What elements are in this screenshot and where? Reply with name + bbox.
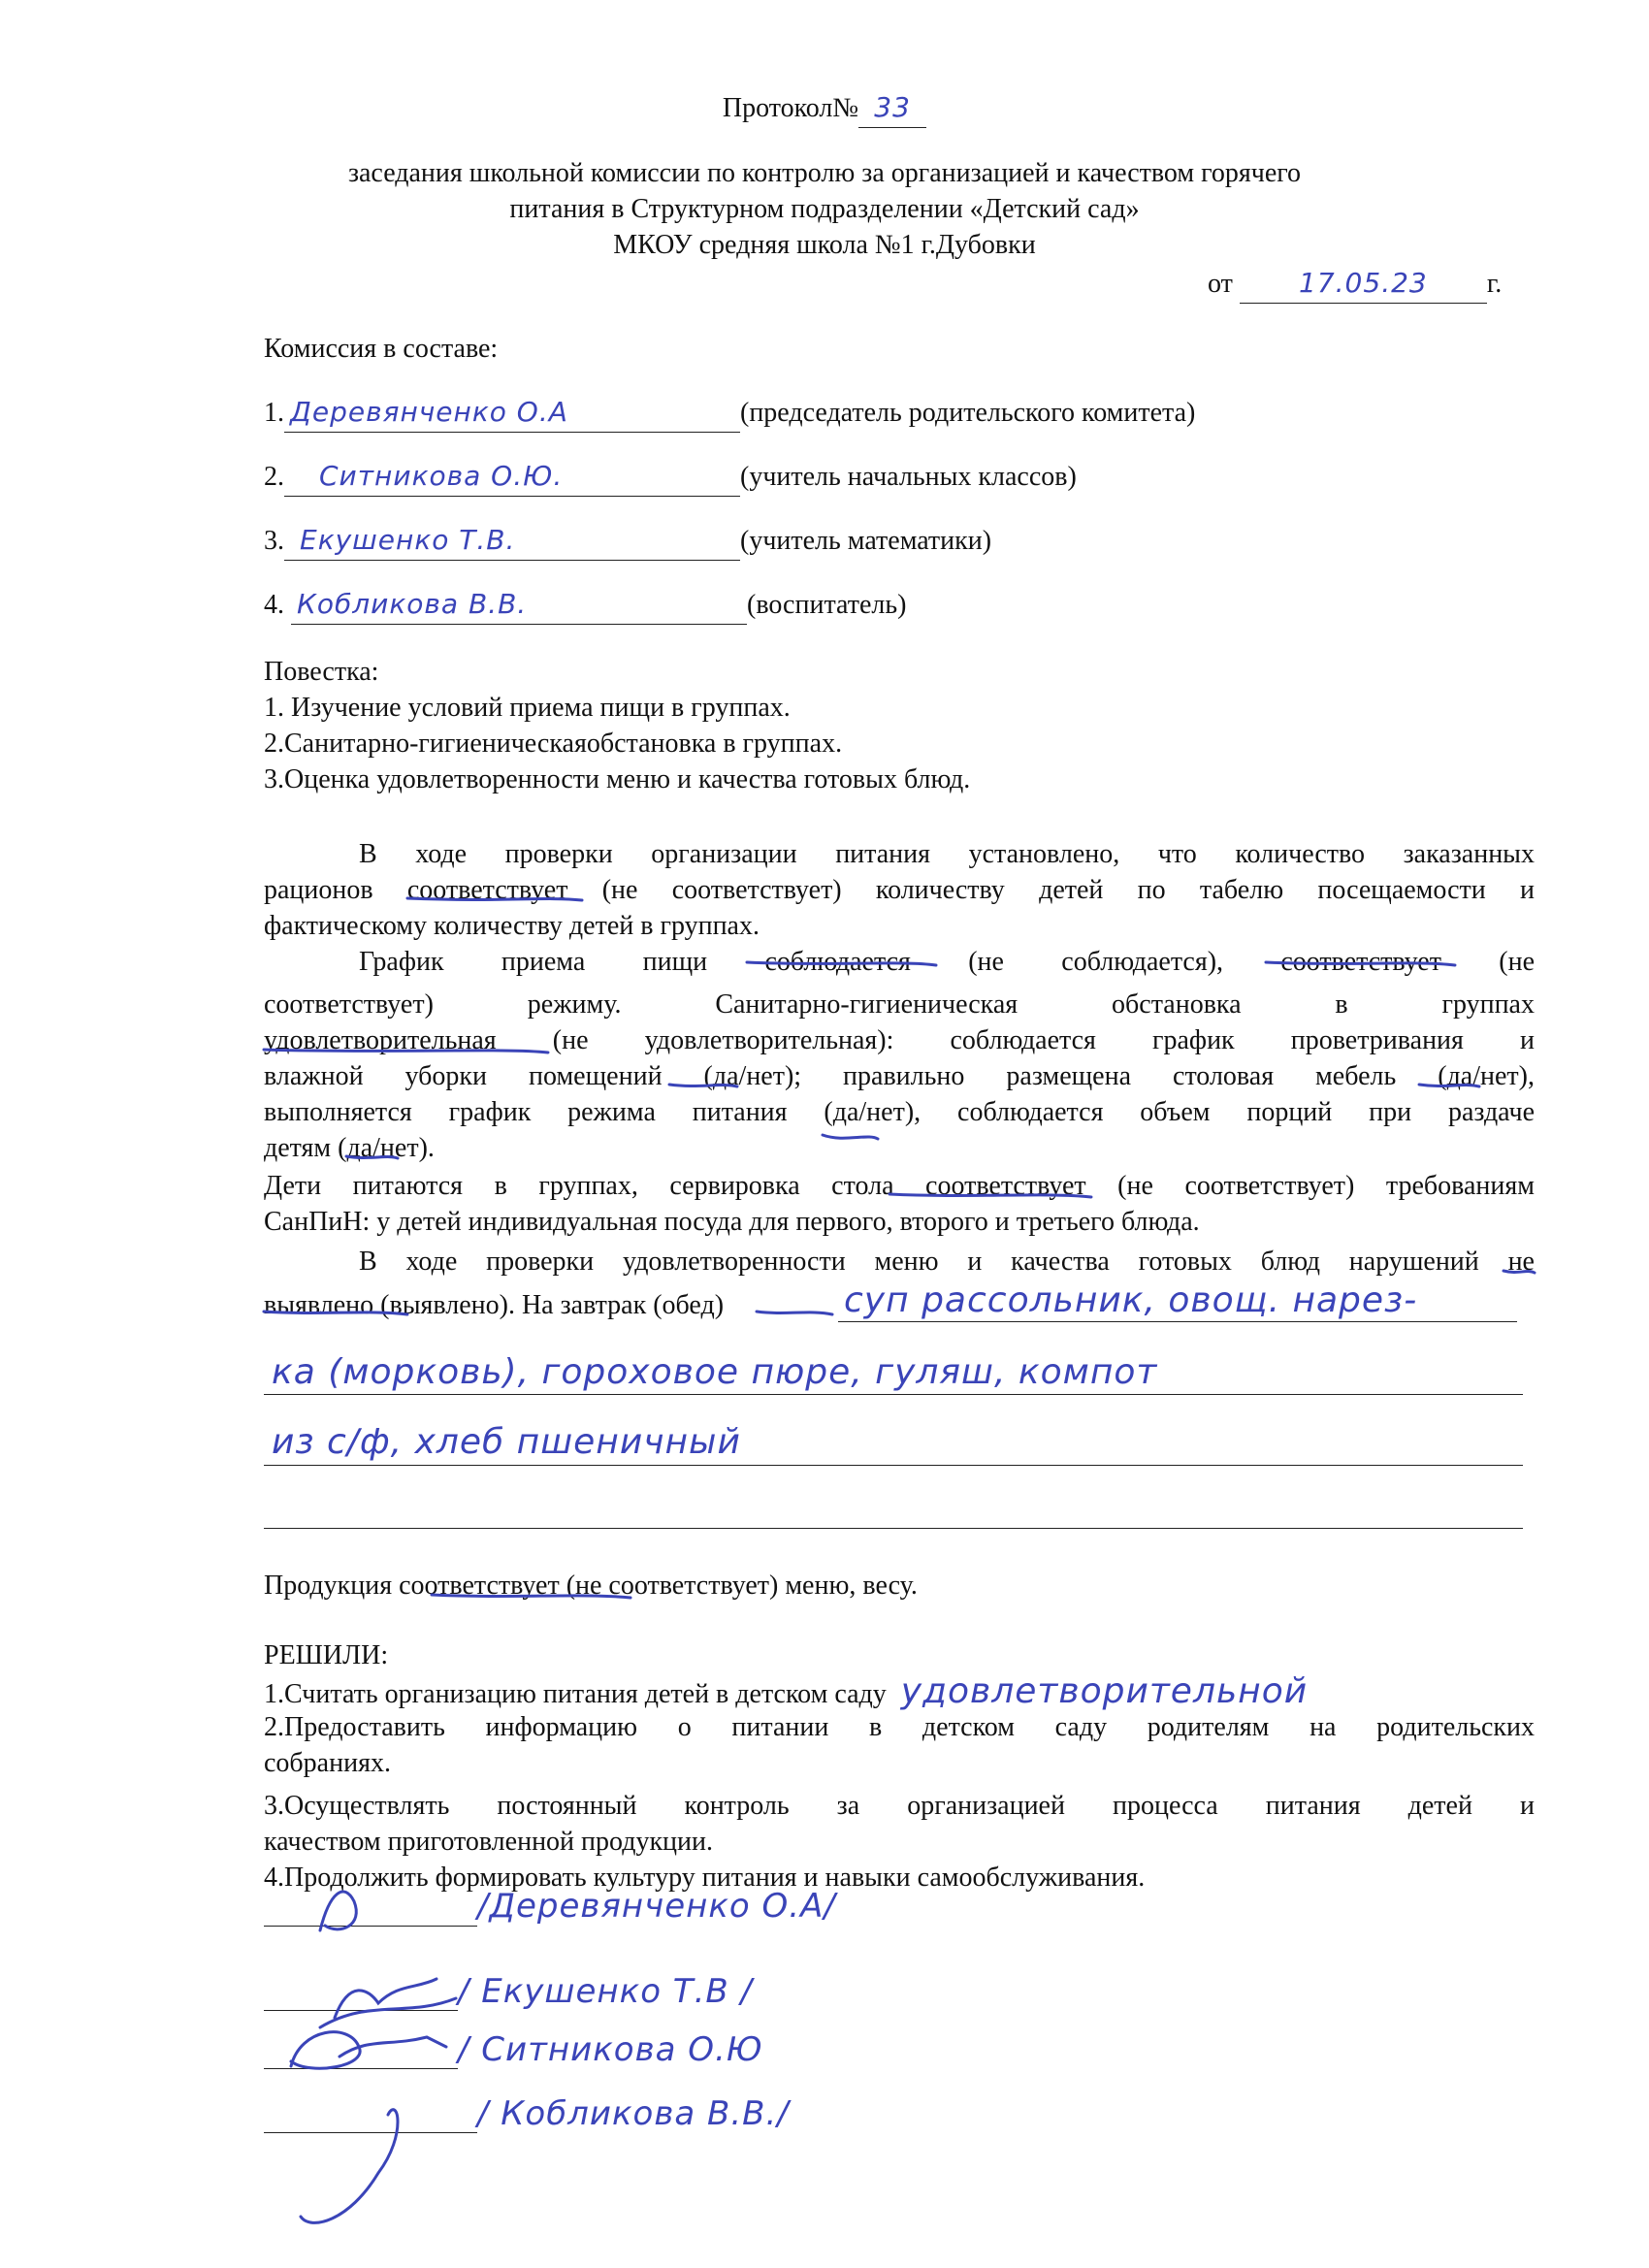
body-p2-line-2: соответствует) режиму. Санитарно-гигиеническая обстановка в группах (264, 989, 1535, 1020)
body-p1-line-3: фактическому количеству детей в группах. (264, 911, 760, 941)
decision-3-line-1: 3.Осуществлять постоянный контроль за организацией процесса питания детей и (264, 1791, 1535, 1821)
signatory-4: / Кобликова В.В./ (477, 2094, 790, 2133)
body-p1-line-2: рационов соответствует (не соответствует) количеству детей по табелю посещаемости и (264, 875, 1535, 905)
title-prefix: Протокол№ (722, 93, 859, 123)
date-value: 17.05.23 (1299, 267, 1428, 299)
signatory-1: /Деревянченко О.А/ (477, 1887, 836, 1926)
member-1: 1. Деревянченко О.А (председатель родительского комитета) (264, 394, 1195, 433)
body-p2-line-3: удовлетворительная (не удовлетворительная): соблюдается график проветривания и (264, 1025, 1535, 1055)
member-role: (учитель математики) (740, 526, 992, 556)
signature-scribble-4 (301, 2110, 398, 2223)
body-p2-line-4: влажной уборки помещений (да/нет); правильно размещена столовая мебель (да/нет), (264, 1061, 1535, 1091)
member-4: 4. Кобликова В.В. (воспитатель) (264, 586, 906, 625)
subtitle-line-3: МКОУ средняя школа №1 г.Дубовки (613, 230, 1036, 260)
body-p2-line-6: детям (да/нет). (264, 1133, 435, 1163)
decision-1-handwritten: удовлетворительной (900, 1671, 1309, 1711)
body-p3-line-2: СанПиН: у детей индивидуальная посуда для первого, второго и третьего блюда. (264, 1207, 1200, 1237)
agenda-item: 3.Оценка удовлетворенности меню и качества готовых блюд. (264, 764, 971, 794)
signatory-3: / Ситникова О.Ю (458, 2030, 763, 2069)
member-name: Екушенко Т.В. (300, 524, 516, 556)
ink-underline (757, 1312, 832, 1314)
signature-scribble-3 (291, 2032, 446, 2069)
ink-underline (823, 1135, 878, 1139)
member-name: Ситникова О.Ю. (319, 460, 564, 492)
ink-underline (1419, 1085, 1479, 1086)
member-role: (председатель родительского комитета) (740, 398, 1196, 428)
body-p4-line-2: выявлено (выявлено). На завтрак (обед) (264, 1290, 725, 1320)
body-p2-line-5: выполняется график режима питания (да/нет), соблюдается объем порций при раздаче (264, 1097, 1535, 1127)
products-line: Продукция соответствует (не соответствует) меню, весу. (264, 1571, 918, 1601)
ink-underline (407, 898, 582, 900)
ink-underline (264, 1050, 548, 1053)
commission-heading: Комиссия в составе: (264, 334, 499, 364)
menu-handwritten-2: ка (морковь), гороховое пюре, гуляш, компот (272, 1352, 1158, 1392)
body-p4-line-1: В ходе проверки удовлетворенности меню и качества готовых блюд нарушений не (359, 1247, 1535, 1277)
signature-scribble-2 (320, 1979, 456, 2027)
agenda-item: 2.Санитарно-гигиеническаяобстановка в группах. (264, 729, 843, 759)
signature-scribble-1 (320, 1892, 356, 1930)
member-role: (учитель начальных классов) (740, 462, 1077, 492)
ink-underline (264, 1312, 407, 1314)
body-p1-line-1: В ходе проверки организации питания установлено, что количество заказанных (359, 839, 1535, 869)
menu-handwritten-1: суп рассольник, овощ. нарез- (844, 1280, 1418, 1320)
ink-underline (1266, 962, 1455, 965)
decision-3-line-2: качеством приготовленной продукции. (264, 1827, 714, 1857)
member-name: Кобликова В.В. (297, 588, 528, 620)
agenda-heading: Повестка: (264, 657, 379, 687)
ink-underline (346, 1156, 398, 1158)
ink-underline (432, 1595, 630, 1598)
ink-underline (747, 962, 936, 965)
member-role: (воспитатель) (747, 590, 907, 620)
decisions-heading: РЕШИЛИ: (264, 1640, 389, 1670)
ink-underline (669, 1085, 737, 1086)
subtitle-line-2: питания в Структурном подразделении «Детский сад» (509, 194, 1140, 224)
date-suffix: г. (1486, 269, 1503, 299)
date-prefix: от (1208, 269, 1233, 299)
menu-handwritten-3: из с/ф, хлеб пшеничный (272, 1422, 741, 1462)
body-p3-line-1: Дети питаются в группах, сервировка стола соответствует (не соответствует) требованиям (264, 1171, 1535, 1201)
protocol-number: 33 (874, 91, 911, 123)
member-2: 2. Ситникова О.Ю. (учитель начальных классов) (264, 458, 1077, 497)
decision-2-line-1: 2.Предоставить информацию о питании в детском саду родителям на родительских (264, 1712, 1535, 1742)
signatory-2: / Екушенко Т.В / (458, 1972, 753, 2011)
decision-4: 4.Продолжить формировать культуру питания и навыки самообслуживания. (264, 1863, 1146, 1893)
body-p2-line-1: График приема пищи соблюдается (не соблюдается), соответствует (не (359, 947, 1535, 977)
decision-2-line-2: собраниях. (264, 1748, 391, 1778)
member-name: Деревянченко О.А (290, 396, 568, 428)
ink-underline (889, 1194, 1091, 1197)
subtitle-line-1: заседания школьной комиссии по контролю за организацией и качеством горячего (347, 158, 1302, 188)
member-3: 3. Екушенко Т.В. (учитель математики) (264, 522, 991, 561)
decision-1: 1.Считать организацию питания детей в детском саду удовлетворительной (264, 1671, 1309, 1711)
agenda-item: 1. Изучение условий приема пищи в группах. (264, 693, 791, 723)
ink-underline (1504, 1271, 1535, 1273)
